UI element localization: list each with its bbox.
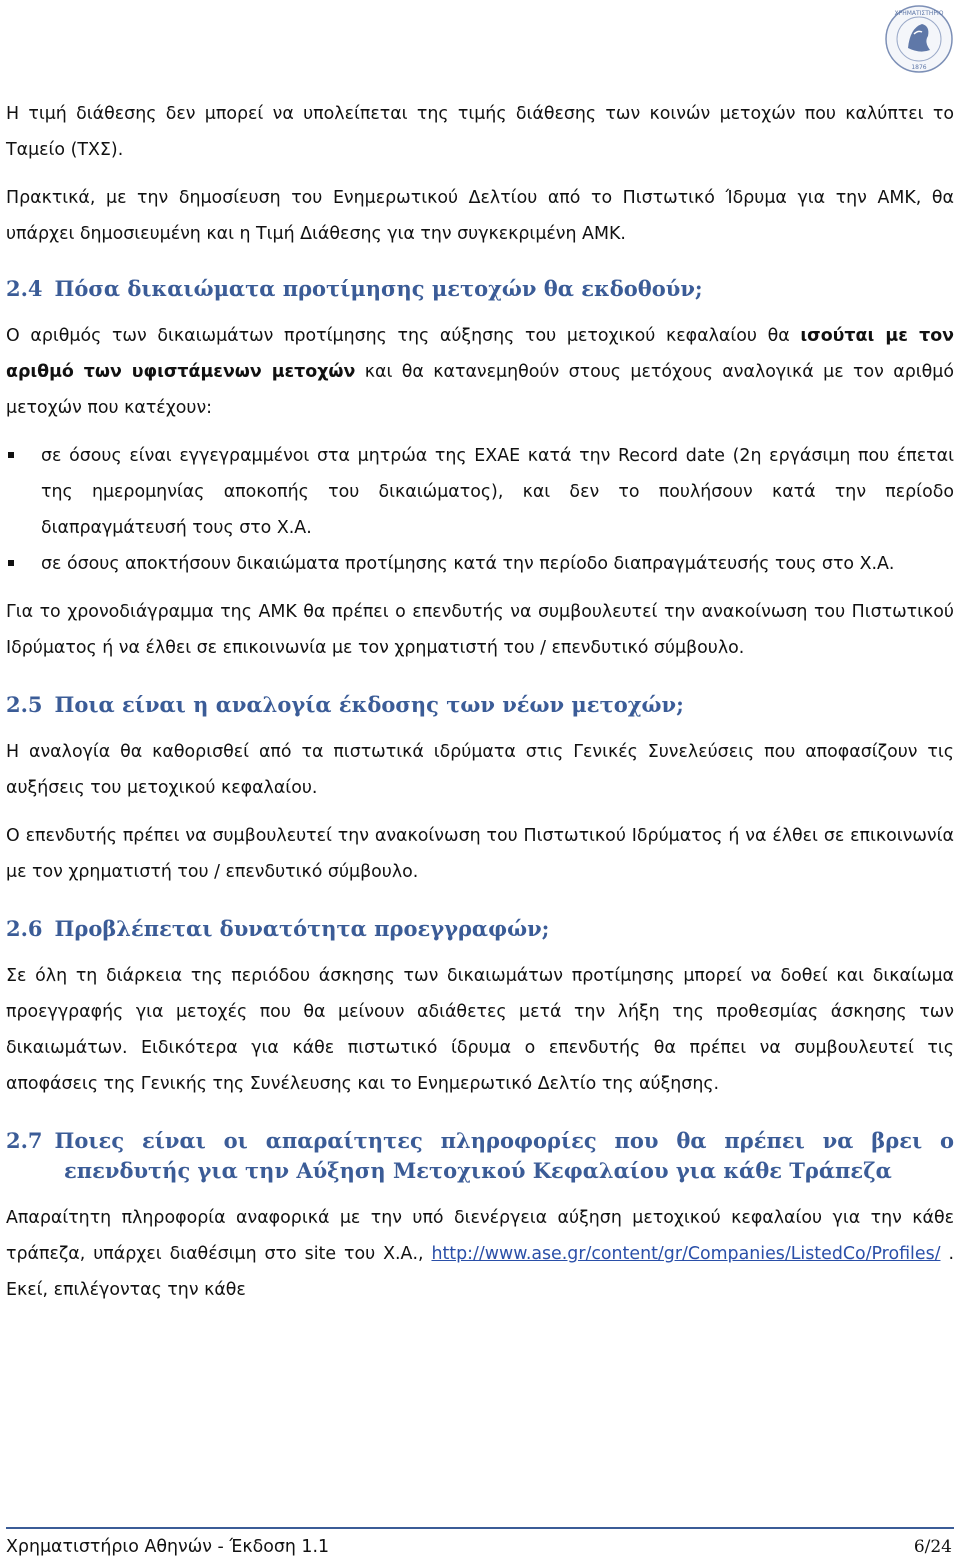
section-2-5-heading: [6, 690, 954, 720]
square-bullet-icon: [8, 560, 14, 566]
footer-divider: [6, 1527, 954, 1529]
section-2-7-heading: [6, 1126, 954, 1186]
square-bullet-icon: [8, 452, 14, 458]
section-title: Πόσα δικαιώματα προτίμησης μετοχών θα εκδοθούν;: [54, 276, 703, 301]
intro-paragraph-2: Πρακτικά, με την δημοσίευση του Ενημερωτικού Δελτίου από το Πιστωτικό Ίδρυμα για την ΑΜΚ, θα υπάρχει δημοσιευμένη και η Τιμή Διάθεσης για την συγκεκριμένη ΑΜΚ.: [6, 188, 954, 244]
section-2-5-paragraph-1: Η αναλογία θα καθορισθεί από τα πιστωτικά ιδρύματα στις Γενικές Συνελεύσεις που αποφασίζουν τις αυξήσεις του μετοχικού κεφαλαίου.: [6, 742, 954, 798]
section-title: Ποιες είναι οι απαραίτητες πληροφορίες που θα πρέπει να βρει ο επενδυτής για την Αύξηση Μετοχικού Κεφαλαίου για κάθε Τράπεζα: [54, 1128, 954, 1183]
athens-exchange-logo-icon: [884, 4, 954, 74]
page-number: 6/24: [913, 1537, 952, 1557]
list-item-text: σε όσους αποκτήσουν δικαιώματα προτίμησης κατά την περίοδο διαπραγμάτευσής τους στο Χ.Α.: [41, 554, 895, 574]
section-number: 2.5: [6, 692, 43, 717]
section-title: Προβλέπεται δυνατότητα προεγγραφών;: [54, 916, 550, 941]
section-title: Ποια είναι η αναλογία έκδοσης των νέων μετοχών;: [54, 692, 684, 717]
text-run: Απαραίτητη πληροφορία αναφορικά με την υπό διενέργεια αύξηση μετοχικού κεφαλαίου για την κάθε τράπεζα, υπάρχει διαθέσιμη στο site του Χ.Α.,: [6, 1208, 954, 1264]
text-run: και θα κατανεμηθούν στους μετόχους αναλογικά με τον αριθμό μετοχών που κατέχουν:: [6, 362, 954, 418]
section-2-6-paragraph-1: Σε όλη τη διάρκεια της περιόδου άσκησης των δικαιωμάτων προτίμησης μπορεί να δοθεί και δικαίωμα προεγγραφής για μετοχές που θα μείνουν αδιάθετες μετά την λήξη της προθεσμίας άσκησης των δικαιωμάτων. Ειδικότερα για κάθε πιστωτικό ίδρυμα ο επενδυτής θα πρέπει να συμβουλευτεί τις αποφάσεις της Γενικής της Συνέλευσης και το Ενημερωτικό Δελτίο της αύξησης.: [6, 966, 954, 1094]
list-item-text: σε όσους είναι εγγεγραμμένοι στα μητρώα της ΕΧΑΕ κατά την Record date (2η εργάσιμη που έπεται της ημερομηνίας αποκοπής του δικαιώματος), και δεν το πουλήσουν κατά την περίοδο διαπραγμάτευσή τους στο Χ.Α.: [41, 446, 954, 538]
section-2-6-heading: [6, 914, 954, 944]
text-run: Ο αριθμός των δικαιωμάτων προτίμησης της αύξησης του μετοχικού κεφαλαίου θα: [6, 326, 801, 346]
logo-text-top: ΧΡΗΜΑΤΙΣΤΗΡΙΟ: [894, 10, 944, 17]
section-number: 2.4: [6, 276, 43, 301]
text-run: . Εκεί, επιλέγοντας την κάθε: [6, 1244, 954, 1300]
section-2-4-heading: [6, 274, 954, 304]
ase-profiles-link[interactable]: http://www.ase.gr/content/gr/Companies/ListedCo/Profiles/: [431, 1244, 941, 1264]
section-2-4-paragraph-1: [6, 318, 954, 426]
list-item: [6, 438, 954, 546]
bullet-list: [6, 438, 954, 582]
intro-paragraph-1: Η τιμή διάθεσης δεν μπορεί να υπολείπεται της τιμής διάθεσης των κοινών μετοχών που καλύπτει το Ταμείο (ΤΧΣ).: [6, 104, 954, 160]
section-number: 2.6: [6, 916, 43, 941]
section-2-5-paragraph-2: Ο επενδυτής πρέπει να συμβουλευτεί την ανακοίνωση του Πιστωτικού Ιδρύματος ή να έλθει σε επικοινωνία με τον χρηματιστή του / επενδυτικό σύμβουλο.: [6, 826, 954, 882]
logo-year: 1876: [911, 64, 927, 71]
section-2-4-paragraph-2: Για το χρονοδιάγραμμα της ΑΜΚ θα πρέπει ο επενδυτής να συμβουλευτεί την ανακοίνωση του Πιστωτικού Ιδρύματος ή να έλθει σε επικοινωνία με τον χρηματιστή του / επενδυτικό σύμβουλο.: [6, 602, 954, 658]
section-2-7-paragraph-1: [6, 1200, 954, 1308]
list-item: [6, 546, 954, 582]
document-body: [6, 96, 954, 1308]
footer-title: Χρηματιστήριο Αθηνών - Έκδοση 1.1: [6, 1537, 330, 1557]
bold-text-run: ισούται με τον αριθμό των υφιστάμενων μετοχών: [6, 326, 955, 382]
section-number: 2.7: [6, 1128, 43, 1153]
